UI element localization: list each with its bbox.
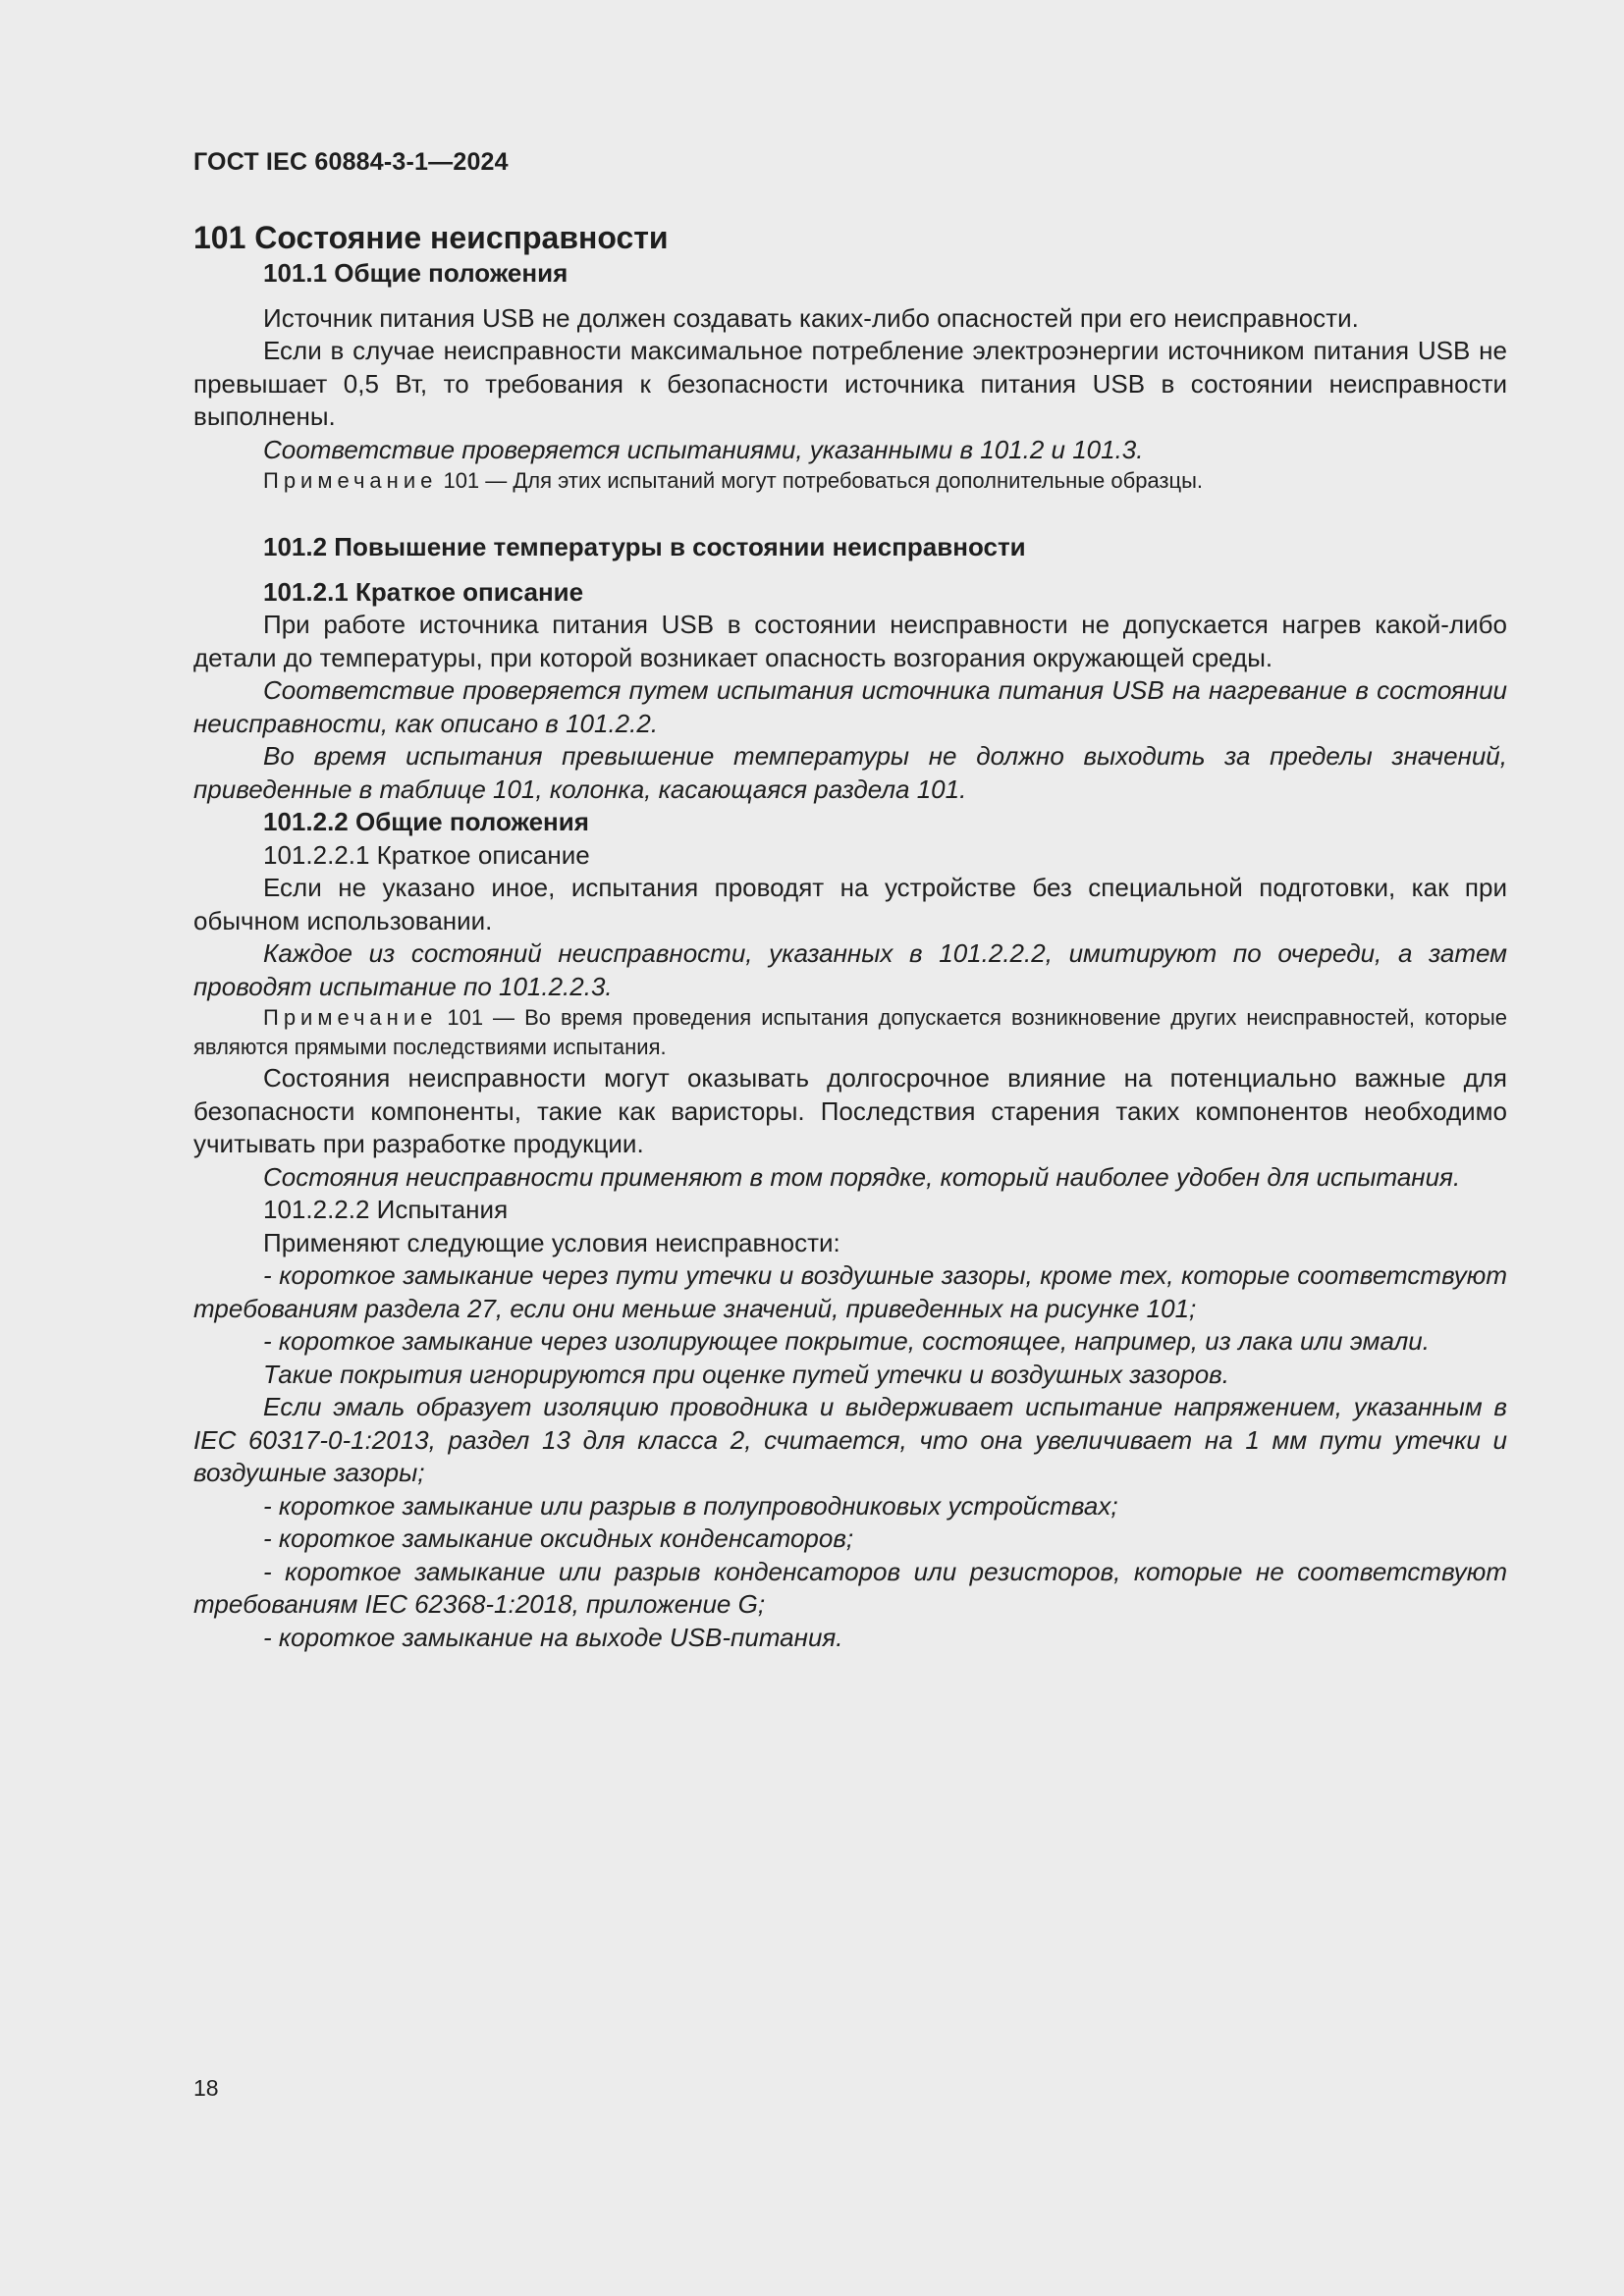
compliance-paragraph: Соответствие проверяется путем испытания источника питания USB на нагревание в состоянии неисправности, как описано в 101.2.2. — [193, 675, 1507, 738]
paragraph: Применяют следующие условия неисправности: — [263, 1227, 840, 1257]
list-item: - короткое замыкание через изолирующее покрытие, состоящее, например, из лака или эмали. — [263, 1326, 1430, 1356]
note-text: 101 — Для этих испытаний могут потребоваться дополнительные образцы. — [437, 468, 1204, 493]
note-label: Примечание — [263, 468, 438, 493]
compliance-paragraph: Соответствие проверяется испытаниями, указанными в 101.2 и 101.3. — [263, 434, 1144, 464]
subclause-title: 101.2.2.2 Испытания — [263, 1195, 509, 1224]
note-text: 101 — Во время проведения испытания допускается возникновение других неисправностей, которые являются прямыми последствиями испытания. — [193, 1005, 1507, 1059]
page-number: 18 — [193, 2075, 219, 2101]
paragraph: Если не указано иное, испытания проводят на устройстве без специальной подготовки, как при обычном использовании. — [193, 873, 1507, 935]
list-item: Если эмаль образует изоляцию проводника и выдерживает испытание напряжением, указанным в IEC 60317-0-1:2013, раздел 13 для класса 2, считается, что она увеличивает на 1 мм пути утечки и воздушные зазоры; — [193, 1392, 1507, 1487]
list-item: - короткое замыкание или разрыв конденсаторов или резисторов, которые не соответствуют требованиям IEC 62368-1:2018, приложение G; — [193, 1556, 1507, 1619]
note-label: Примечание — [263, 1005, 438, 1030]
clause-title: 101.2.2 Общие положения — [263, 807, 589, 836]
compliance-paragraph: Во время испытания превышение температуры не должно выходить за пределы значений, приведенные в таблице 101, колонка, касающаяся раздела 101. — [193, 741, 1507, 804]
paragraph: Состояния неисправности могут оказывать долгосрочное влияние на потенциально важные для безопасности компоненты, такие как варисторы. Последствия старения таких компонентов необходимо учитывать при разработке продукции. — [193, 1063, 1507, 1158]
subsection-title: 101.1 Общие положения — [263, 258, 568, 288]
paragraph: При работе источника питания USB в состоянии неисправности не допускается нагрев какой-либо детали до температуры, при которой возникает опасность возгорания окружающей среды. — [193, 610, 1507, 672]
list-item: - короткое замыкание оксидных конденсаторов; — [263, 1523, 854, 1553]
compliance-paragraph: Состояния неисправности применяют в том порядке, который наиболее удобен для испытания. — [263, 1161, 1461, 1192]
compliance-paragraph: Каждое из состояний неисправности, указанных в 101.2.2.2, имитируют по очереди, а затем проводят испытание по 101.2.2.3. — [193, 938, 1507, 1001]
paragraph: Источник питания USB не должен создавать каких-либо опасностей при его неисправности. — [263, 302, 1359, 333]
document-header: ГОСТ IEC 60884-3-1—2024 — [193, 148, 509, 176]
subclause-title: 101.2.2.1 Краткое описание — [263, 839, 590, 870]
list-item: - короткое замыкание или разрыв в полупроводниковых устройствах; — [263, 1490, 1118, 1521]
section-title: 101 Состояние неисправности — [193, 220, 669, 255]
document-body — [193, 218, 1507, 1654]
note — [193, 466, 1507, 496]
list-item: - короткое замыкание на выходе USB-питания. — [263, 1622, 843, 1652]
subsection-title: 101.2 Повышение температуры в состоянии неисправности — [263, 532, 1026, 561]
list-item: - короткое замыкание через пути утечки и воздушные зазоры, кроме тех, которые соответствуют требованиям раздела 27, если они меньше значений, приведенных на рисунке 101; — [193, 1260, 1507, 1323]
note — [193, 1003, 1507, 1062]
paragraph: Если в случае неисправности максимальное потребление электроэнергии источником питания USB не превышает 0,5 Вт, то требования к безопасности источника питания USB в состоянии неисправности выполнены. — [193, 336, 1507, 431]
clause-title: 101.2.1 Краткое описание — [263, 576, 584, 607]
list-item: Такие покрытия игнорируются при оценке путей утечки и воздушных зазоров. — [263, 1359, 1229, 1389]
